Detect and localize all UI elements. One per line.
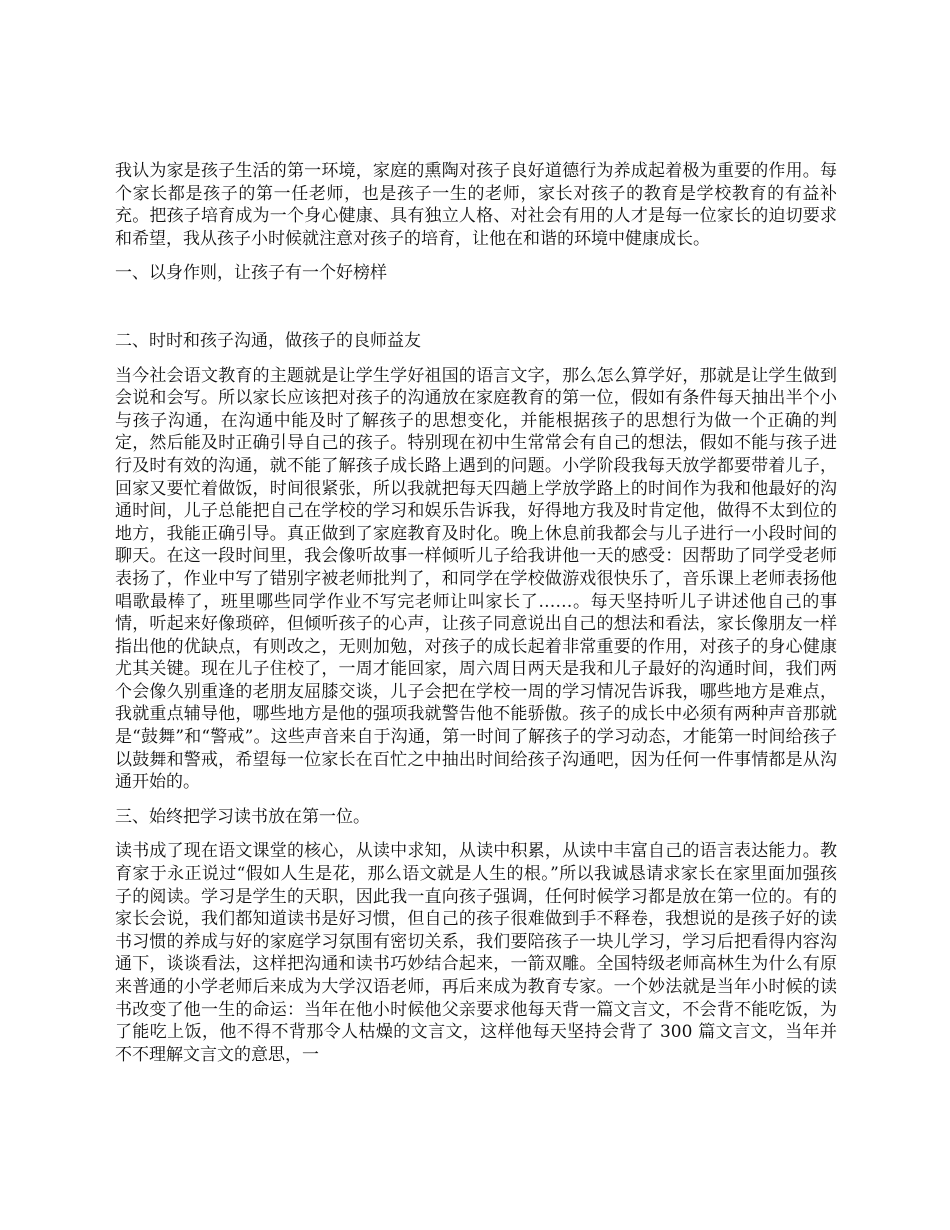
spacer xyxy=(115,828,837,840)
spacer xyxy=(115,353,837,365)
spacer xyxy=(115,794,837,806)
section-heading-2: 二、时时和孩子沟通，做孩子的良师益友 xyxy=(115,330,421,351)
spacer xyxy=(115,250,837,262)
section-heading-1: 一、以身作则，让孩子有一个好榜样 xyxy=(115,263,387,284)
section-heading-3: 三、始终把学习读书放在第一位。 xyxy=(115,806,370,827)
section-2-paragraph: 当今社会语文教育的主题就是让学生学好祖国的语言文字，那么怎么算学好，那就是让学生做到会说和会写。所以家长应该把对孩子的沟通放在家庭教育的第一位，假如有条件每天抽出半个小与孩子沟通，在沟通中能及时了解孩子的思想变化，并能根据孩子的思想行为做一个正确的判定，然后能及时正确引导自己的孩子。特别现在初中生常常会有自己的想法，假如不能与孩子进行及时有效的沟通，就不能了解孩子成长路上遇到的问题。小学阶段我每天放学都要带着儿子，回家又要忙着做饭，时间很紧张，所以我就把每天四趟上学放学路上的时间作为我和他最好的沟通时间，儿子总能把自己在学校的学习和娱乐告诉我，好得地方我及时肯定他，做得不太到位的地方，我能正确引导。真正做到了家庭教育及时化。晚上休息前我都会与儿子进行一小段时间的聊天。在这一段时间里，我会像听故事一样倾听儿子给我讲他一天的感受：因帮助了同学受老师表扬了，作业中写了错别字被老师批判了，和同学在学校做游戏很快乐了，音乐课上老师表扬他唱歌最棒了，班里哪些同学作业不写完老师让叫家长了……。每天坚持听儿子讲述他自己的事情，听起来好像琐碎，但倾听孩子的心声，让孩子同意说出自己的想法和看法，家长像朋友一样指出他的优缺点，有则改之，无则加勉，对孩子的成长起着非常重要的作用，对孩子的身心健康尤其关键。现在儿子住校了，一周才能回家，周六周日两天是我和儿子最好的沟通时间，我们两个会像久别重逢的老朋友屈膝交谈，儿子会把在学校一周的学习情况告诉我，哪些地方是难点，我就重点辅导他，哪些地方是他的强项我就警告他不能骄傲。孩子的成长中必须有两种声音那就是“鼓舞”和“警戒”。这些声音来自于沟通，第一时间了解孩子的学习动态，才能第一时间给孩子以鼓舞和警戒，希望每一位家长在百忙之中抽出时间给孩子沟通吧，因为任何一件事情都是从沟通开始的。 xyxy=(115,365,837,793)
intro-paragraph: 我认为家是孩子生活的第一环境，家庭的熏陶对孩子良好道德行为养成起着极为重要的作用。每个家长都是孩子的第一任老师，也是孩子一生的老师，家长对孩子的教育是学校教育的有益补充。把孩子培育成为一个身心健康、具有独立人格、对社会有用的人才是每一位家长的迫切要求和希望，我从孩子小时候就注意对孩子的培育，让他在和谐的环境中健康成长。 xyxy=(115,161,837,249)
document-page xyxy=(115,160,837,1066)
section-3-paragraph: 读书成了现在语文课堂的核心，从读中求知，从读中积累，从读中丰富自己的语言表达能力。教育家于永正说过“假如人生是花，那么语文就是人生的根。”所以我诚恳请求家长在家里面加强孩子的阅读。学习是学生的天职，因此我一直向孩子强调，任何时候学习都是放在第一位的。有的家长会说，我们都知道读书是好习惯，但自己的孩子很难做到手不释卷，我想说的是孩子好的读书习惯的养成与好的家庭学习氛围有密切关系，我们要陪孩子一块儿学习，学习后把看得内容沟通下，谈谈看法，这样把沟通和读书巧妙结合起来，一箭双雕。全国特级老师高林生为什么有原来普通的小学老师后来成为大学汉语老师，再后来成为教育专家。一个妙法就是当年小时候的读书改变了他一生的命运：当年在他小时候他父亲要求他每天背一篇文言文，不会背不能吃饭，为了能吃上饭，他不得不背那令人枯燥的文言文，这样他每天坚持会背了 300 篇文言文，当年并不不理解文言文的意思，一 xyxy=(115,841,837,1065)
spacer xyxy=(115,285,837,330)
